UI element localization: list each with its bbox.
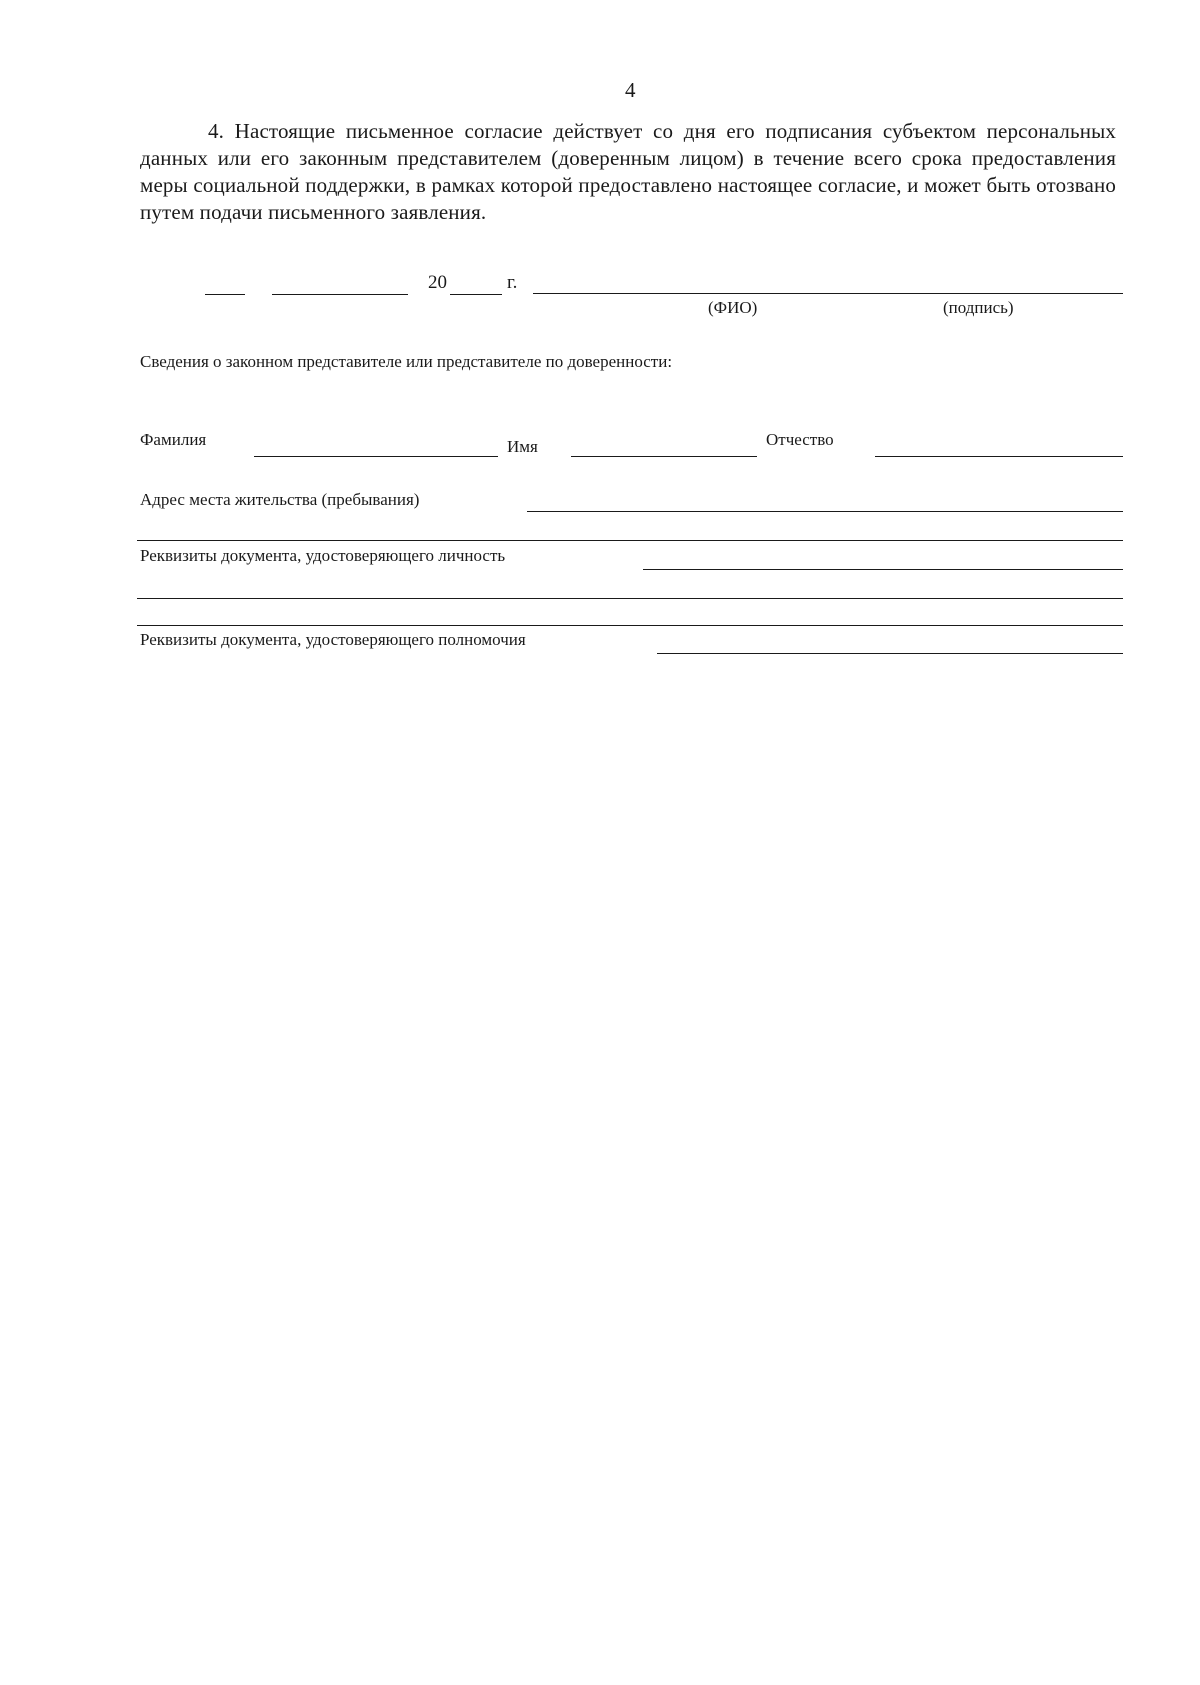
date-day-blank[interactable] bbox=[205, 294, 245, 295]
address-label: Адрес места жительства (пребывания) bbox=[140, 490, 420, 509]
address-field-continuation[interactable] bbox=[137, 540, 1123, 541]
authority-doc-label: Реквизиты документа, удостоверяющего полномочия bbox=[140, 630, 526, 649]
fio-caption: (ФИО) bbox=[708, 298, 758, 317]
authority-doc-field-top[interactable] bbox=[137, 625, 1123, 626]
year-prefix: 20 bbox=[428, 272, 447, 293]
surname-field[interactable] bbox=[254, 456, 498, 457]
page-number: 4 bbox=[625, 78, 636, 102]
date-year-blank[interactable] bbox=[450, 294, 502, 295]
patronymic-field[interactable] bbox=[875, 456, 1123, 457]
address-field[interactable] bbox=[527, 511, 1123, 512]
identity-doc-field[interactable] bbox=[643, 569, 1123, 570]
signature-caption: (подпись) bbox=[943, 298, 1014, 317]
year-suffix: г. bbox=[507, 272, 518, 293]
consent-paragraph: 4. Настоящие письменное согласие действует со дня его подписания субъектом персональных данных или его законным представителем (доверенным лицом) в течение всего срока предоставления меры социальной поддержки, в рамках которой предоставлено настоящее согласие, и может быть отозвано путем подачи письменного заявления. bbox=[140, 119, 1116, 224]
name-label: Имя bbox=[507, 437, 538, 456]
name-field[interactable] bbox=[571, 456, 757, 457]
representative-heading: Сведения о законном представителе или представителе по доверенности: bbox=[140, 352, 673, 371]
fio-signature-line[interactable] bbox=[533, 293, 1123, 294]
surname-label: Фамилия bbox=[140, 430, 207, 449]
identity-doc-field-continuation[interactable] bbox=[137, 598, 1123, 599]
date-month-blank[interactable] bbox=[272, 294, 408, 295]
identity-doc-label: Реквизиты документа, удостоверяющего личность bbox=[140, 546, 506, 565]
patronymic-label: Отчество bbox=[766, 430, 834, 449]
authority-doc-field[interactable] bbox=[657, 653, 1123, 654]
